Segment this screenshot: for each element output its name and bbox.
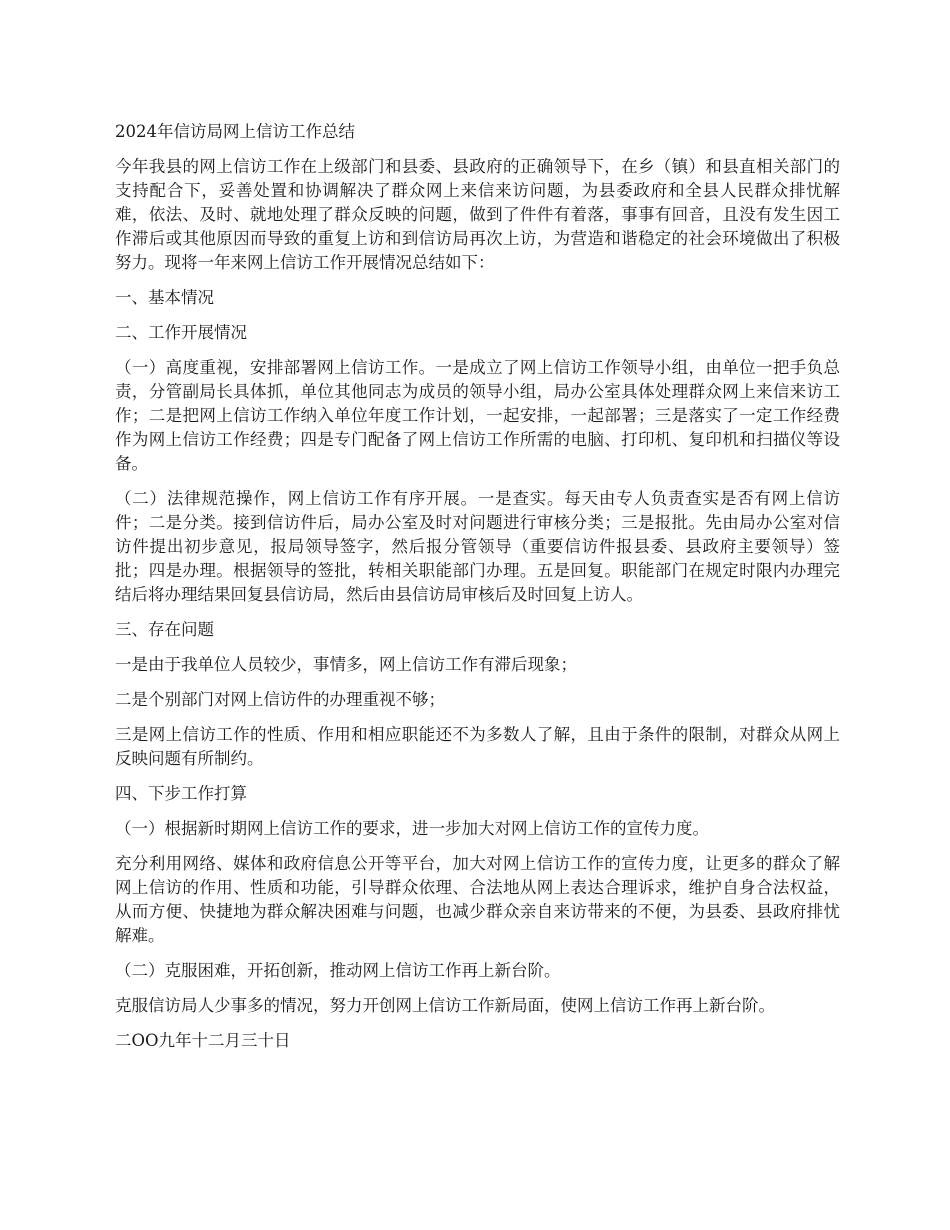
paragraph-problem-2: 二是个别部门对网上信访件的办理重视不够； <box>115 690 445 709</box>
document-page <box>115 120 840 1064</box>
paragraph-plan-2-body: 克服信访局人少事多的情况，努力开创网上信访工作新局面，使网上信访工作再上新台阶。 <box>115 996 775 1015</box>
intro-paragraph: 今年我县的网上信访工作在上级部门和县委、县政府的正确领导下，在乡（镇）和县直相关部门的支持配合下，妥善处置和协调解决了群众网上来信来访问题，为县委政府和全县人民群众排忧解难，依法、及时、就地处理了群众反映的问题，做到了件件有着落，事事有回音，且没有发生因工作滞后或其他原因而导致的重复上访和到信访局再次上访，为营造和谐稳定的社会环境做出了积极努力。现将一年来网上信访工作开展情况总结如下： <box>115 157 840 272</box>
paragraph-plan-2-heading: （二）克服困难，开拓创新，推动网上信访工作再上新台阶。 <box>115 961 561 980</box>
paragraph-plan-1-heading: （一）根据新时期网上信访工作的要求，进一步加大对网上信访工作的宣传力度。 <box>115 819 709 838</box>
document-title: 2024年信访局网上信访工作总结 <box>115 122 355 141</box>
section-heading-basic: 一、基本情况 <box>115 288 214 307</box>
document-date: 二OO九年十二月三十日 <box>115 1031 291 1050</box>
paragraph-plan-1-body: 充分利用网络、媒体和政府信息公开等平台，加大对网上信访工作的宣传力度，让更多的群众了解网上信访的作用、性质和功能，引导群众依理、合法地从网上表达合理诉求，维护自身合法权益，从而方便、快捷地为群众解决困难与问题，也减少群众亲自来访带来的不便，为县委、县政府排忧解难。 <box>115 854 840 945</box>
section-heading-work: 二、工作开展情况 <box>115 323 247 342</box>
section-heading-plans: 四、下步工作打算 <box>115 784 247 803</box>
paragraph-problem-1: 一是由于我单位人员较少，事情多，网上信访工作有滞后现象； <box>115 655 577 674</box>
paragraph-work-1: （一）高度重视，安排部署网上信访工作。一是成立了网上信访工作领导小组，由单位一把手负总责，分管副局长具体抓，单位其他同志为成员的领导小组，局办公室具体处理群众网上来信来访工作；二是把网上信访工作纳入单位年度工作计划，一起安排，一起部署；三是落实了一定工作经费作为网上信访工作经费；四是专门配备了网上信访工作所需的电脑、打印机、复印机和扫描仪等设备。 <box>115 358 840 473</box>
paragraph-problem-3: 三是网上信访工作的性质、作用和相应职能还不为多数人了解，且由于条件的限制，对群众从网上反映问题有所制约。 <box>115 725 840 768</box>
section-heading-problems: 三、存在问题 <box>115 620 214 639</box>
paragraph-work-2: （二）法律规范操作，网上信访工作有序开展。一是查实。每天由专人负责查实是否有网上信访件；二是分类。接到信访件后，局办公室及时对问题进行审核分类；三是报批。先由局办公室对信访件提出初步意见，报局领导签字，然后报分管领导（重要信访件报县委、县政府主要领导）签批；四是办理。根据领导的签批，转相关职能部门办理。五是回复。职能部门在规定时限内办理完结后将办理结果回复县信访局，然后由县信访局审核后及时回复上访人。 <box>115 489 840 604</box>
